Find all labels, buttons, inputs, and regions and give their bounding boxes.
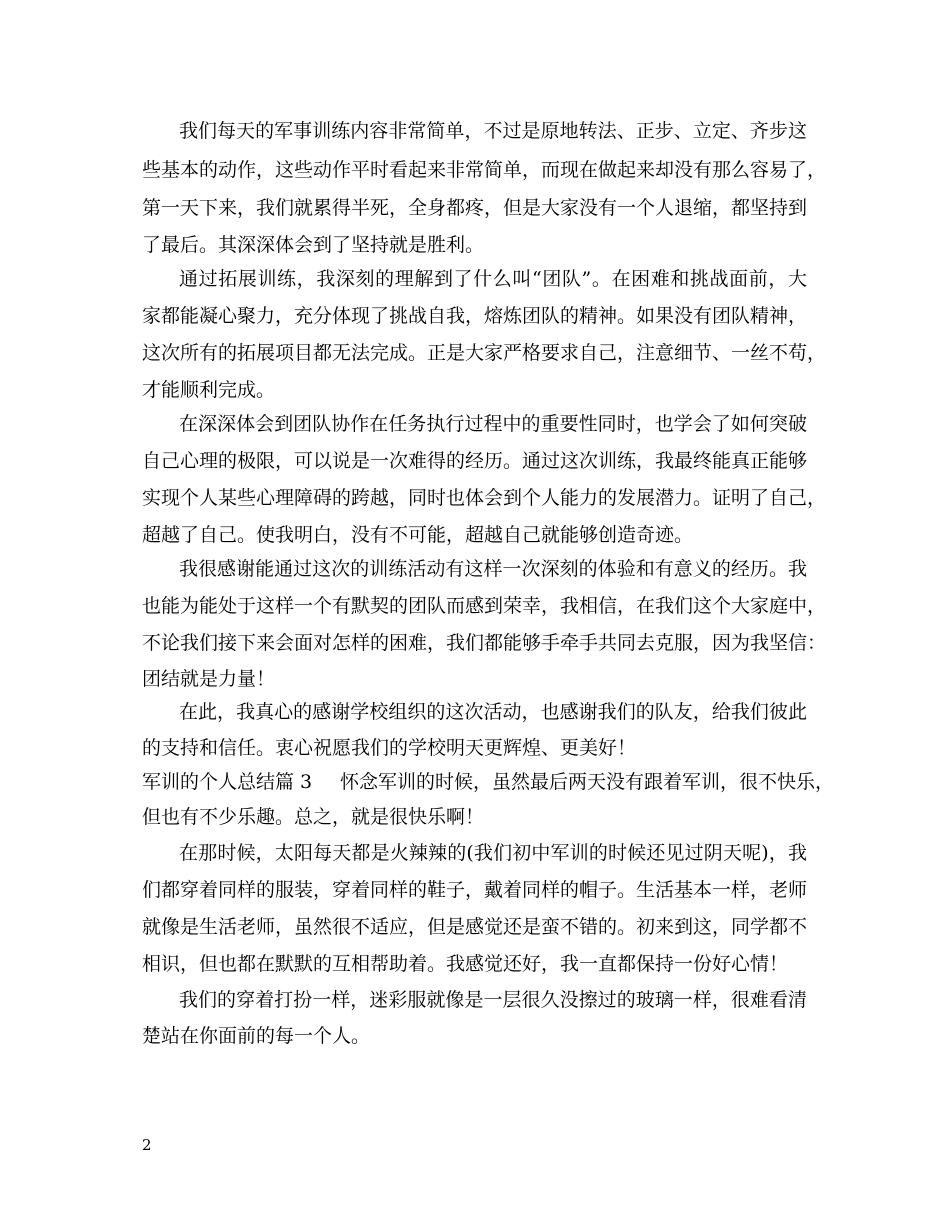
section-paragraph-2-line-1: 我们的穿着打扮一样，迷彩服就像是一层很久没擦过的玻璃一样，很难看清 — [179, 989, 807, 1011]
paragraph-1-line-1: 我们每天的军事训练内容非常简单，不过是原地转法、正步、立定、齐步这 — [179, 120, 807, 142]
paragraph-2-line-4: 才能顺利完成。 — [142, 379, 276, 401]
paragraph-4-line-1: 我很感谢能通过这次的训练活动有这样一次深刻的体验和有意义的经历。我 — [179, 558, 807, 580]
paragraph-5-line-1: 在此，我真心的感谢学校组织的这次活动，也感谢我们的队友，给我们彼此 — [179, 701, 807, 723]
section-heading-line — [142, 769, 835, 795]
paragraph-4-line-4: 团结就是力量！ — [142, 668, 276, 690]
section-paragraph-1-line-1: 在那时候，太阳每天都是火辣辣的(我们初中军训的时候还见过阴天呢)，我 — [179, 842, 807, 864]
paragraph-2-line-1: 通过拓展训练，我深刻的理解到了什么叫“团队”。在困难和挑战面前，大 — [179, 268, 807, 290]
section-paragraph-2-line-2: 楚站在你面前的每一个人。 — [142, 1025, 371, 1047]
paragraph-3-line-3: 实现个人某些心理障碍的跨越，同时也体会到个人能力的发展潜力。证明了自己， — [142, 487, 827, 509]
paragraph-1-line-3: 第一天下来，我们就累得半死，全身都疼，但是大家没有一个人退缩，都坚持到 — [142, 197, 808, 219]
section-paragraph-1-line-4: 相识，但也都在默默的互相帮助着。我感觉还好，我一直都保持一份好心情！ — [142, 953, 789, 975]
paragraph-5-line-2: 的支持和信任。衷心祝愿我们的学校明天更辉煌、更美好！ — [142, 737, 637, 759]
section-first-line: 怀念军训的时候，虽然最后两天没有跟着军训，很不快乐， — [340, 771, 835, 793]
paragraph-3-line-4: 超越了自己。使我明白，没有不可能，超越自己就能够创造奇迹。 — [142, 524, 694, 546]
paragraph-2-line-3: 这次所有的拓展项目都无法完成。正是大家严格要求自己，注意细节、一丝不苟， — [142, 342, 827, 364]
paragraph-4-line-3: 不论我们接下来会面对怎样的困难，我们都能够手牵手共同去克服，因为我坚信： — [142, 632, 827, 654]
page-number: 2 — [142, 1136, 152, 1154]
section-continuation-line: 但也有不少乐趣。总之，就是很快乐啊！ — [142, 806, 485, 828]
section-paragraph-1-line-3: 就像是生活老师，虽然很不适应，但是感觉还是蛮不错的。初来到这，同学都不 — [142, 916, 808, 938]
paragraph-4-line-2: 也能为能处于这样一个有默契的团队而感到荣幸，我相信，在我们这个大家庭中， — [142, 595, 827, 617]
section-title: 军训的个人总结篇 3 — [142, 771, 313, 793]
paragraph-2-line-2: 家都能凝心聚力，充分体现了挑战自我，熔炼团队的精神。如果没有团队精神， — [142, 305, 808, 327]
paragraph-1-line-4: 了最后。其深深体会到了坚持就是胜利。 — [142, 234, 485, 256]
paragraph-3-line-1: 在深深体会到团队协作在任务执行过程中的重要性同时，也学会了如何突破 — [179, 413, 807, 435]
paragraph-3-line-2: 自己心理的极限，可以说是一次难得的经历。通过这次训练，我最终能真正能够 — [142, 450, 808, 472]
paragraph-1-line-2: 些基本的动作，这些动作平时看起来非常简单，而现在做起来却没有那么容易了， — [142, 159, 827, 181]
section-paragraph-1-line-2: 们都穿着同样的服装，穿着同样的鞋子，戴着同样的帽子。生活基本一样，老师 — [142, 879, 808, 901]
